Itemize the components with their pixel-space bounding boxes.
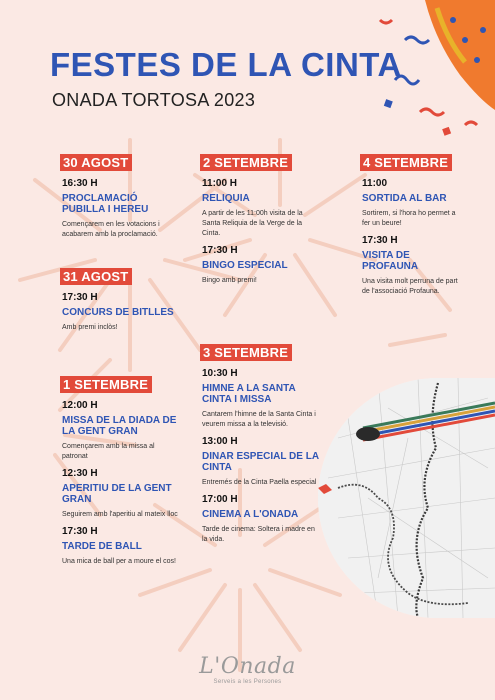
event-name: APERITIU DE LA GENT GRAN	[62, 483, 172, 505]
event-time: 11:00	[362, 178, 388, 189]
event-name: CINEMA A L'ONADA	[202, 509, 299, 520]
event-name: DINAR ESPECIAL DE LA CINTA	[202, 451, 319, 473]
event-description: Amb premi inclòs!	[62, 324, 118, 331]
event-description: Una visita molt perruna de part de l'associació Profauna.	[362, 278, 458, 295]
event-name: BINGO ESPECIAL	[202, 260, 288, 271]
day-block	[60, 154, 178, 246]
day-block	[360, 154, 464, 303]
event-description: Entremés de la Cinta Paella especial	[202, 479, 317, 486]
footer-logo	[0, 654, 495, 685]
date-label: 4 SETEMBRE	[360, 154, 452, 171]
date-label: 1 SETEMBRE	[60, 376, 152, 393]
day-block	[60, 268, 174, 339]
event-description: Tarde de cinema: Soltera i madre en la vida.	[202, 526, 315, 543]
date-label: 31 AGOST	[60, 268, 132, 285]
event-description: Cantarem l'himne de la Santa Cinta i veurem missa a la televisió.	[202, 411, 316, 428]
date-label: 30 AGOST	[60, 154, 132, 171]
event-time: 11:00 H	[202, 178, 238, 189]
page-subtitle: ONADA TORTOSA 2023	[52, 90, 256, 110]
event-description: Començarem amb la missa al patronat	[62, 443, 155, 460]
event-time: 10:30 H	[202, 368, 238, 379]
logo-tagline: Serveis a les Persones	[213, 679, 282, 685]
day-block	[200, 154, 320, 292]
event-name: MISSA DE LA DIADA DE LA GENT GRAN	[62, 415, 177, 437]
date-label: 2 SETEMBRE	[200, 154, 292, 171]
event-time: 12:00 H	[62, 400, 98, 411]
day-block	[60, 376, 178, 573]
event-name: SORTIDA AL BAR	[362, 193, 447, 204]
event-name: HIMNE A LA SANTA CINTA I MISSA	[202, 383, 296, 405]
event-description: Seguirem amb l'aperitiu al mateix lloc	[62, 511, 178, 518]
event-name: TARDE DE BALL	[62, 541, 142, 552]
event-time: 17:00 H	[202, 494, 238, 505]
event-description: Començarem en les votacions i acabarem amb la proclamació.	[62, 221, 160, 238]
page-title: FESTES DE LA CINTA	[50, 46, 402, 83]
event-time: 13:00 H	[202, 436, 238, 447]
event-description: A partir de les 11:00h visita de la Santa Reliquia de la Verge de la Cinta.	[202, 210, 303, 237]
event-description: Sortirem, si l'hora ho permet a fer un beure!	[362, 210, 456, 227]
event-time: 17:30 H	[62, 292, 98, 303]
event-time: 17:30 H	[62, 526, 98, 537]
event-description: Bingo amb premi!	[202, 277, 257, 284]
event-name: CONCURS DE BITLLES	[62, 307, 174, 318]
event-name: VISITA DE PROFAUNA	[362, 250, 419, 272]
event-name: RELIQUIA	[202, 193, 250, 204]
logo-wordmark: L'Onada	[199, 654, 296, 679]
event-time: 12:30 H	[62, 468, 98, 479]
event-time: 17:30 H	[202, 245, 238, 256]
event-name: PROCLAMACIÓ PUBILLA I HEREU	[62, 193, 149, 215]
date-label: 3 SETEMBRE	[200, 344, 292, 361]
day-block	[200, 344, 320, 551]
event-time: 17:30 H	[362, 235, 398, 246]
event-description: Una mica de ball per a moure el cos!	[62, 558, 176, 565]
event-time: 16:30 H	[62, 178, 98, 189]
